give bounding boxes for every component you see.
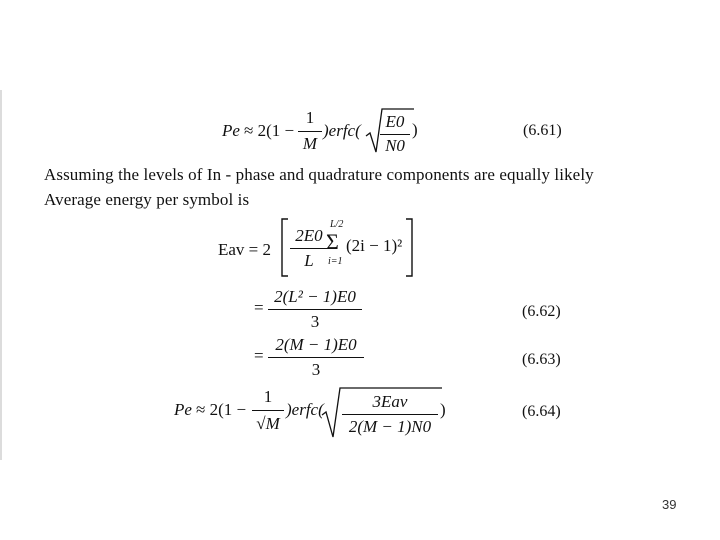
eq-661-prefix: ≈ 2(1 − <box>244 121 295 140</box>
eq-661-lhs: Pe <box>222 121 240 140</box>
eq-662-frac-num: 2(L² − 1)E0 <box>274 287 356 306</box>
eq-661-frac-num: 1 <box>305 108 315 127</box>
eq-664-sqrt-bar <box>342 414 438 415</box>
eq-663-equals: = <box>254 346 264 365</box>
eq-eav-frac-num: 2E0 <box>295 226 323 245</box>
eq-661-close: ) <box>412 120 418 139</box>
text-line-average-energy: Average energy per symbol is <box>44 190 250 209</box>
page-left-edge <box>0 90 2 460</box>
eq-661-erfc: )erfc( <box>323 121 361 140</box>
eq-664-frac-den: √M <box>256 414 280 433</box>
eq-664-frac-num: 1 <box>263 387 273 406</box>
eq-662-frac-bar <box>268 309 362 310</box>
eq-663-number: (6.63) <box>522 351 561 368</box>
eq-661-number: (6.61) <box>523 122 562 139</box>
eq-663-frac-den: 3 <box>311 360 321 379</box>
eq-663-frac-num: 2(M − 1)E0 <box>275 335 357 354</box>
eq-eav-sum-upper: L/2 <box>330 219 344 230</box>
eq-eav-sum-lower: i=1 <box>328 256 343 267</box>
eq-661-frac-bar <box>298 131 322 132</box>
eq-664-frac-bar <box>252 410 284 411</box>
eq-664-close: ) <box>440 400 446 419</box>
eq-eav-term: (2i − 1)² <box>346 236 403 255</box>
eq-664-prefix: ≈ 2(1 − <box>196 400 247 419</box>
eq-664-sqrt-num: 3Eav <box>372 392 408 411</box>
eq-eav-right-bracket <box>405 218 415 278</box>
sigma-icon: Σ <box>326 229 339 254</box>
eq-eav-lhs: Eav = 2 <box>218 240 272 259</box>
eq-664-erfc: )erfc( <box>286 400 324 419</box>
eq-662-number: (6.62) <box>522 303 561 320</box>
eq-664-sqrt-den: 2(M − 1)N0 <box>348 417 432 436</box>
text-line-assuming: Assuming the levels of In - phase and quadrature components are equally likely <box>44 165 594 184</box>
eq-662-frac-den: 3 <box>310 312 320 331</box>
eq-eav-frac-bar <box>290 248 328 249</box>
page-number: 39 <box>662 497 677 512</box>
eq-663-frac-bar <box>268 357 364 358</box>
eq-664-lhs: Pe <box>174 400 192 419</box>
eq-661-sqrt-num: E0 <box>385 112 405 131</box>
eq-eav-left-bracket <box>280 218 290 278</box>
eq-661-sqrt-den: N0 <box>385 136 405 155</box>
eq-eav-frac-den: L <box>304 251 314 270</box>
eq-664-number: (6.64) <box>522 403 561 420</box>
eq-662-equals: = <box>254 298 264 317</box>
eq-661-frac-den: M <box>302 134 318 153</box>
